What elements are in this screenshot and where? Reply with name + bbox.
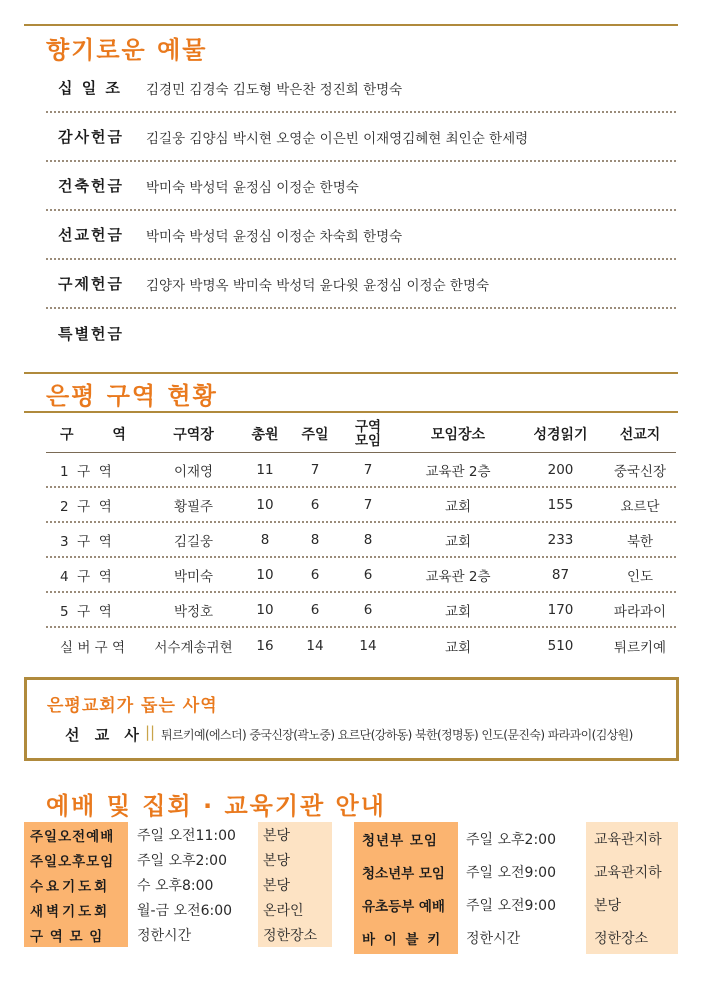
schedule-row: [354, 822, 678, 855]
offering-label: 구제헌금: [58, 275, 124, 293]
schedule-time: 수 오후8:00: [128, 872, 258, 897]
schedule-row: [354, 921, 678, 954]
ministry-label: 선 교 사: [65, 726, 144, 744]
schedule-label: 수요기도회: [24, 872, 128, 897]
schedule-time: 주일 오후2:00: [458, 822, 586, 855]
schedule-label: 새벽기도회: [24, 897, 128, 922]
district-leader: 김길웅: [173, 533, 214, 550]
district-mission: 인도: [626, 568, 654, 585]
district-place: 교회: [444, 498, 472, 515]
schedule-row: [24, 872, 332, 897]
header-meeting-line1: 구역: [354, 418, 382, 435]
district-row: [46, 523, 676, 558]
district-sunday: 8: [310, 531, 320, 548]
district-name: 4 구 역: [60, 568, 112, 585]
district-members: 11: [256, 461, 274, 478]
district-leader: 서수계송귀현: [154, 639, 233, 656]
district-row: [46, 628, 676, 663]
district-place: 교회: [444, 639, 472, 656]
district-place: 교육관 2층: [425, 568, 491, 585]
schedule-place: 온라인: [258, 897, 332, 922]
district-row: [46, 558, 676, 593]
header-meeting: [343, 415, 393, 452]
schedule-row: [354, 888, 678, 921]
district-members: 10: [256, 496, 274, 513]
header-mission: 선교지: [619, 426, 661, 443]
schedule-label: 구 역 모 임: [24, 922, 128, 947]
top-rule: [24, 24, 678, 26]
district-leader: 황필주: [173, 498, 214, 515]
district-row: [46, 453, 676, 488]
district-members: 10: [256, 601, 274, 618]
offering-row-tithe: [46, 64, 676, 113]
district-sunday: 6: [310, 496, 320, 513]
schedule-label: 청년부 모임: [354, 822, 458, 855]
district-bible: 87: [551, 566, 570, 583]
district-mission: 중국신장: [613, 463, 667, 480]
district-meeting: 7: [363, 461, 373, 478]
schedule-label: 바 이 블 키: [354, 921, 458, 954]
district-name: 2 구 역: [60, 498, 112, 515]
schedule-place: 정한장소: [258, 922, 332, 947]
schedule-place: 교육관지하: [586, 822, 678, 855]
district-place: 교회: [444, 603, 472, 620]
header-meeting-line2: 모임: [354, 432, 382, 449]
schedule-time: 월-금 오전6:00: [128, 897, 258, 922]
district-row: [46, 488, 676, 523]
district-bible: 155: [547, 496, 574, 513]
offering-names: 박미숙 박성덕 윤정심 이정순 한명숙: [146, 179, 359, 196]
district-sunday: 6: [310, 601, 320, 618]
header-district: 구 역: [60, 426, 126, 443]
header-bible: 성경읽기: [533, 426, 588, 443]
offering-row-relief: [46, 260, 676, 309]
district-meeting: 14: [359, 637, 377, 654]
schedule-row: [24, 822, 332, 847]
schedule-time: 주일 오후2:00: [128, 847, 258, 872]
district-sunday: 6: [310, 566, 320, 583]
districts-title: 은평 구역 현황: [46, 382, 218, 410]
header-members: 총원: [251, 426, 279, 443]
schedule-label: 유초등부 예배: [354, 888, 458, 921]
ministry-title: 은평교회가 돕는 사역: [47, 696, 218, 716]
offering-row-thanks: [46, 113, 676, 162]
district-sunday: 14: [306, 637, 324, 654]
schedule-place: 본당: [258, 822, 332, 847]
offering-names: 김길웅 김양심 박시현 오영순 이은빈 이재영김혜현 최인순 한세령: [146, 130, 529, 147]
schedule-time: 주일 오전9:00: [458, 855, 586, 888]
district-bible: 170: [547, 601, 574, 618]
district-name: 3 구 역: [60, 533, 112, 550]
district-title-rule: [24, 411, 678, 413]
district-mission: 튀르키예: [613, 639, 667, 656]
schedule-left-table: [24, 822, 332, 947]
district-meeting: 6: [363, 566, 373, 583]
offering-names: 김양자 박명옥 박미숙 박성덕 윤다윗 윤정심 이정순 한명숙: [146, 277, 490, 294]
offering-row-special: [46, 309, 676, 358]
district-sunday: 7: [310, 461, 320, 478]
offering-label: 선교헌금: [58, 226, 124, 244]
schedule-place: 교육관지하: [586, 855, 678, 888]
ministry-missionaries: 튀르키예(에스더) 중국신장(곽노중) 요르단(강하동) 북한(정명동) 인도(문진숙) 파라과이(김상원): [161, 728, 633, 742]
schedule-title: 예배 및 집회 · 교육기관 안내: [46, 792, 386, 820]
district-leader: 박정호: [173, 603, 214, 620]
district-name: 실 버 구 역: [60, 639, 126, 656]
district-bible: 510: [547, 637, 574, 654]
offerings-title: 향기로운 예물: [46, 36, 208, 64]
schedule-time: 주일 오전9:00: [458, 888, 586, 921]
schedule-row: [24, 922, 332, 947]
offering-label: 특별헌금: [58, 325, 124, 343]
district-meeting: 7: [363, 496, 373, 513]
schedule-place: 본당: [258, 847, 332, 872]
schedule-time: 정한시간: [128, 922, 258, 947]
schedule-label: 청소년부 모임: [354, 855, 458, 888]
district-members: 16: [256, 637, 274, 654]
ministry-box: [24, 677, 679, 761]
offering-names: 박미숙 박성덕 윤정심 이정순 차숙희 한명숙: [146, 228, 403, 245]
district-mission: 요르단: [620, 498, 660, 515]
district-bible: 233: [547, 531, 574, 548]
district-members: 8: [260, 531, 270, 548]
district-mission: 북한: [626, 533, 654, 550]
district-bible: 200: [547, 461, 574, 478]
district-mission: 파라과이: [613, 603, 667, 620]
district-meeting: 8: [363, 531, 373, 548]
schedule-place: 본당: [258, 872, 332, 897]
district-leader: 박미숙: [173, 568, 214, 585]
ministry-separator: ||: [145, 723, 156, 741]
header-sunday: 주일: [301, 426, 329, 443]
schedule-time: 주일 오전11:00: [128, 822, 258, 847]
schedule-label: 주일오전예배: [24, 822, 128, 847]
schedule-time: 정한시간: [458, 921, 586, 954]
schedule-place: 본당: [586, 888, 678, 921]
schedule-place: 정한장소: [586, 921, 678, 954]
offering-label: 감사헌금: [58, 128, 124, 146]
district-name: 5 구 역: [60, 603, 112, 620]
offering-label: 십 일 조: [58, 79, 122, 97]
header-leader: 구역장: [173, 426, 214, 443]
district-row: [46, 593, 676, 628]
district-table-header: [46, 415, 676, 453]
district-name: 1 구 역: [60, 463, 112, 480]
district-members: 10: [256, 566, 274, 583]
schedule-right-table: [354, 822, 678, 954]
district-top-rule: [24, 372, 678, 374]
schedule-row: [24, 847, 332, 872]
district-place: 교육관 2층: [425, 463, 491, 480]
district-meeting: 6: [363, 601, 373, 618]
district-leader: 이재영: [173, 463, 214, 480]
schedule-row: [354, 855, 678, 888]
offering-names: 김경민 김경숙 김도형 박은찬 정진희 한명숙: [146, 81, 403, 98]
district-place: 교회: [444, 533, 472, 550]
schedule-row: [24, 897, 332, 922]
header-place: 모임장소: [430, 426, 486, 443]
schedule-label: 주일오후모임: [24, 847, 128, 872]
offering-label: 건축헌금: [58, 177, 124, 195]
offering-row-building: [46, 162, 676, 211]
offering-row-mission: [46, 211, 676, 260]
